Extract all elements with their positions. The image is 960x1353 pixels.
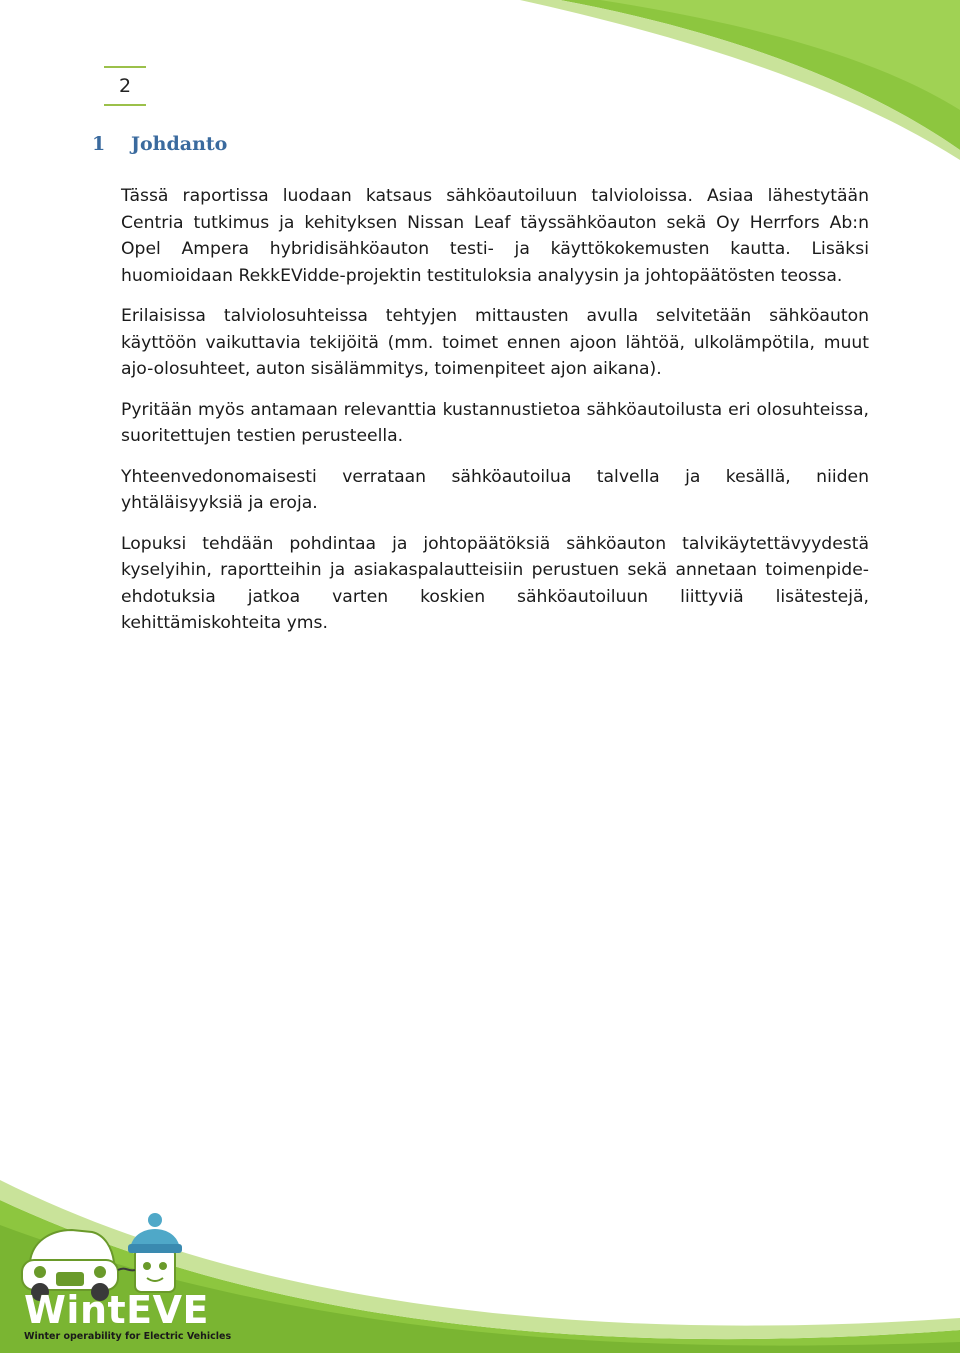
logo-wordmark: WintEVE <box>24 1288 209 1332</box>
section-number: 1 <box>92 133 106 155</box>
section-heading <box>92 133 227 155</box>
paragraph-1: Tässä raportissa luodaan katsaus sähköautoiluun talvioloissa. Asiaa lähestytään Centria tutkimus ja kehityksen Nissan Leaf täyssähköauton sekä Oy Herrfors Ab:n Opel Ampera hybridisähköauton testi- ja käyttökokemusten kautta. Lisäksi huomioidaan RekkEVidde-projektin testituloksia analyysin ja johtopäätösten teossa. <box>121 186 869 286</box>
paragraph-5: Lopuksi tehdään pohdintaa ja johtopäätöksiä sähköauton talvikäytettävyydestä kyselyihin, raportteihin ja asiakaspalautteisiin perustuen sekä annetaan toimenpide-ehdotuksia jatkoa varten koskien sähköautoiluun liittyviä lisätestejä, kehittämiskohteita yms. <box>121 533 869 633</box>
paragraph-4: Yhteenvedonomaisesti verrataan sähköautoilua talvella ja kesällä, niiden yhtäläisyyksiä ja eroja. <box>121 466 869 513</box>
paragraph-2: Erilaisissa talviolosuhteissa tehtyjen mittausten avulla selvitetään sähköauton käyttöön vaikuttavia tekijöitä (mm. toimet ennen ajoon lähtöä, ulkolämpötila, muut ajo-olosuhteet, auton sisälämmitys, toimenpiteet ajon aikana). <box>121 306 869 379</box>
paragraph-3: Pyritään myös antamaan relevanttia kustannustietoa sähköautoilusta eri olosuhteissa, suoritettujen testien perusteella. <box>121 399 869 446</box>
body-text <box>121 183 869 651</box>
logo-tagline: Winter operability for Electric Vehicles <box>24 1331 232 1342</box>
section-title: Johdanto <box>131 133 228 155</box>
page-number: 2 <box>104 66 146 106</box>
